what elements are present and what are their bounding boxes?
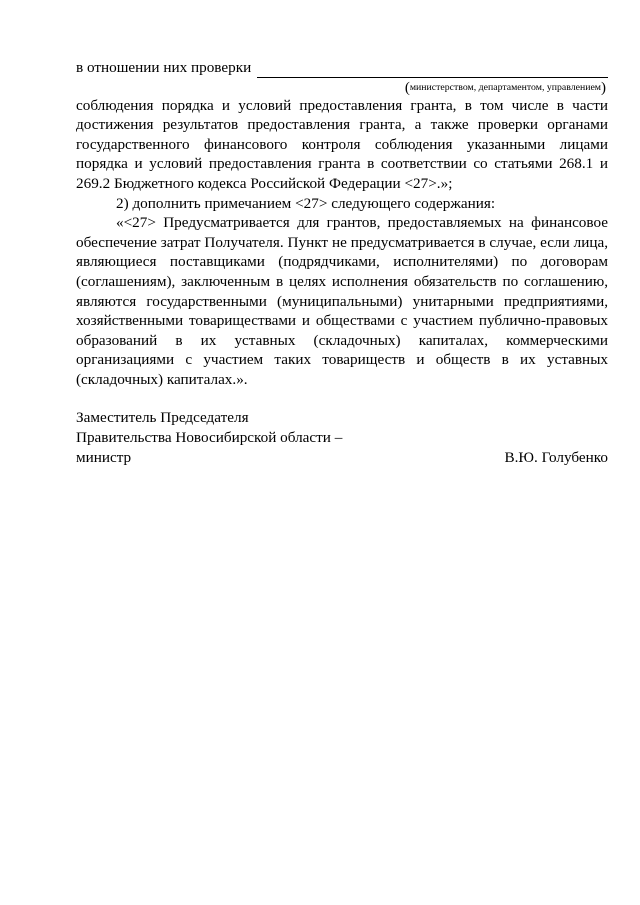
caption-text: министерством, департаментом, управлением — [409, 81, 601, 93]
signer-name: В.Ю. Голубенко — [504, 449, 608, 466]
fill-in-blank — [257, 63, 608, 78]
blank-caption: (министерством, департаментом, управлением) — [404, 79, 606, 96]
paragraph-2: 2) дополнить примечанием <27> следующего содержания: — [116, 194, 496, 212]
signer-title-line2: Правительства Новосибирской области – — [76, 429, 343, 446]
signature-block — [76, 408, 608, 468]
document-body — [76, 58, 608, 390]
inspection-line — [76, 58, 608, 78]
paragraph-3: «<27> Предусматривается для грантов, предоставляемых на финансовое обеспечение затрат Получателя. Пункт не предусматривается в случае, если лица, являющиеся поставщиками (подрядчиками, исполнителями) по договорам (соглашениям), заключенным в целях исполнения обязательств по соглашению, являются государственными (муниципальными) унитарными предприятиями, хозяйственными товариществами и обществами с участием публично-правовых образований в их уставных (складочных) капиталах, коммерческими организациями с участием таких товариществ и обществ в их уставных (складочных) капиталах.». — [76, 214, 608, 388]
signer-title-line1: Заместитель Председателя — [76, 409, 249, 426]
signer-title-line3: министр — [76, 449, 132, 466]
signer-row — [76, 448, 608, 468]
paragraph-1: соблюдения порядка и условий предоставления гранта, в том числе в части достижения результатов предоставления гранта, а также проверки органами государственного финансового контроля соблюдения указанными лицами порядка и условий предоставления гранта в соответствии со статьями 268.1 и 269.2 Бюджетного кодекса Российской Федерации <27>.»; — [76, 96, 608, 192]
line1-prefix: в отношении них проверки — [76, 59, 252, 76]
